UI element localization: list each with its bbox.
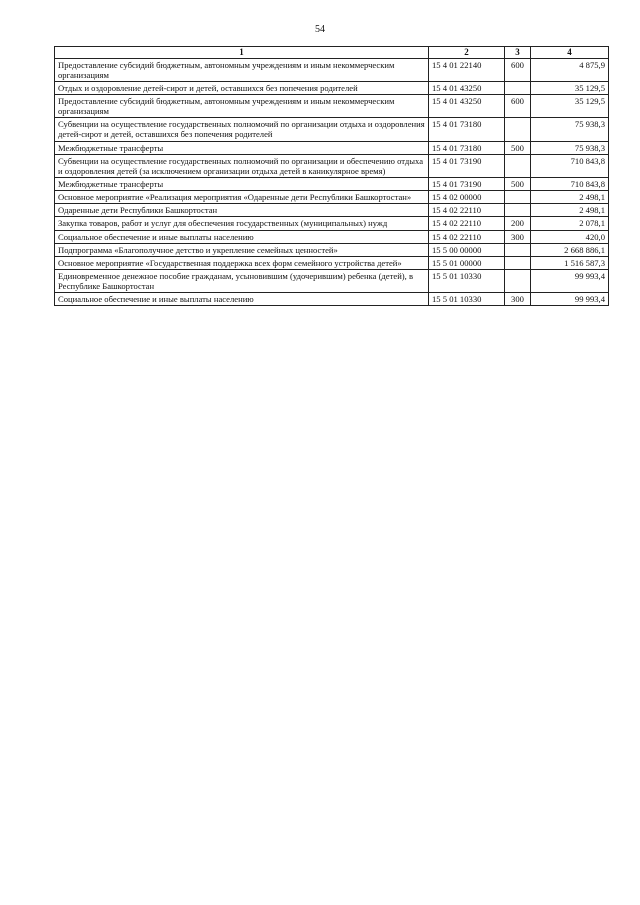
cell-type: 300 [505, 230, 531, 243]
table-row [55, 204, 609, 217]
table-row [55, 191, 609, 204]
cell-type [505, 191, 531, 204]
cell-sum: 420,0 [531, 230, 609, 243]
cell-type [505, 204, 531, 217]
table-row [55, 141, 609, 154]
cell-type [505, 118, 531, 141]
cell-sum: 1 516 587,3 [531, 256, 609, 269]
table-row [55, 217, 609, 230]
cell-sum: 2 498,1 [531, 191, 609, 204]
cell-type: 300 [505, 293, 531, 306]
cell-type [505, 81, 531, 94]
cell-name: Основное мероприятие «Государственная поддержка всех форм семейного устройства детей» [55, 256, 429, 269]
cell-code: 15 5 01 00000 [429, 256, 505, 269]
cell-sum: 4 875,9 [531, 58, 609, 81]
cell-sum: 2 668 886,1 [531, 243, 609, 256]
cell-sum: 2 498,1 [531, 204, 609, 217]
cell-code: 15 4 01 22140 [429, 58, 505, 81]
cell-code: 15 4 02 00000 [429, 191, 505, 204]
cell-sum: 35 129,5 [531, 81, 609, 94]
cell-name: Отдых и оздоровление детей-сирот и детей, оставшихся без попечения родителей [55, 81, 429, 94]
cell-type: 500 [505, 178, 531, 191]
cell-type [505, 243, 531, 256]
cell-name: Единовременное денежное пособие гражданам, усыновившим (удочерившим) ребенка (детей), в Республике Башкортостан [55, 270, 429, 293]
cell-name: Предоставление субсидий бюджетным, автономным учреждениям и иным некоммерческим организациям [55, 58, 429, 81]
cell-type: 500 [505, 141, 531, 154]
cell-type [505, 270, 531, 293]
cell-sum: 99 993,4 [531, 293, 609, 306]
cell-code: 15 5 00 00000 [429, 243, 505, 256]
column-header-type: 3 [505, 47, 531, 59]
table-row [55, 118, 609, 141]
cell-name: Субвенции на осуществление государственных полномочий по организации и обеспечению отдыха и оздоровления детей (за исключением организации отдыха детей в каникулярное время) [55, 154, 429, 177]
table-row [55, 81, 609, 94]
cell-name: Межбюджетные трансферты [55, 141, 429, 154]
cell-name: Социальное обеспечение и иные выплаты населению [55, 230, 429, 243]
cell-sum: 75 938,3 [531, 141, 609, 154]
cell-code: 15 5 01 10330 [429, 270, 505, 293]
table-row [55, 58, 609, 81]
cell-sum: 710 843,8 [531, 178, 609, 191]
cell-sum: 35 129,5 [531, 95, 609, 118]
cell-code: 15 4 01 73180 [429, 141, 505, 154]
budget-table [54, 46, 609, 306]
cell-type [505, 154, 531, 177]
cell-type: 600 [505, 58, 531, 81]
cell-sum: 710 843,8 [531, 154, 609, 177]
cell-sum: 99 993,4 [531, 270, 609, 293]
cell-code: 15 4 01 73190 [429, 178, 505, 191]
cell-name: Одаренные дети Республики Башкортостан [55, 204, 429, 217]
header-row [55, 47, 609, 59]
cell-code: 15 4 02 22110 [429, 217, 505, 230]
table-row [55, 256, 609, 269]
cell-name: Закупка товаров, работ и услуг для обеспечения государственных (муниципальных) нужд [55, 217, 429, 230]
cell-code: 15 4 01 43250 [429, 95, 505, 118]
cell-code: 15 4 01 43250 [429, 81, 505, 94]
cell-sum: 75 938,3 [531, 118, 609, 141]
table-row [55, 270, 609, 293]
cell-name: Основное мероприятие «Реализация мероприятия «Одаренные дети Республики Башкортостан» [55, 191, 429, 204]
table-body [55, 58, 609, 306]
table-row [55, 230, 609, 243]
cell-type: 600 [505, 95, 531, 118]
column-header-sum: 4 [531, 47, 609, 59]
table-row [55, 243, 609, 256]
cell-code: 15 4 01 73180 [429, 118, 505, 141]
cell-name: Субвенции на осуществление государственных полномочий по организации отдыха и оздоровления детей-сирот и детей, оставшихся без попечения родителей [55, 118, 429, 141]
cell-name: Подпрограмма «Благополучное детство и укрепление семейных ценностей» [55, 243, 429, 256]
cell-name: Социальное обеспечение и иные выплаты населению [55, 293, 429, 306]
column-header-code: 2 [429, 47, 505, 59]
cell-code: 15 4 01 73190 [429, 154, 505, 177]
cell-sum: 2 078,1 [531, 217, 609, 230]
cell-name: Предоставление субсидий бюджетным, автономным учреждениям и иным некоммерческим организациям [55, 95, 429, 118]
table-row [55, 154, 609, 177]
table-row [55, 178, 609, 191]
table-row [55, 95, 609, 118]
cell-type [505, 256, 531, 269]
table-row [55, 293, 609, 306]
cell-name: Межбюджетные трансферты [55, 178, 429, 191]
cell-code: 15 5 01 10330 [429, 293, 505, 306]
column-header-name: 1 [55, 47, 429, 59]
cell-code: 15 4 02 22110 [429, 230, 505, 243]
page-number: 54 [315, 24, 325, 35]
cell-type: 200 [505, 217, 531, 230]
cell-code: 15 4 02 22110 [429, 204, 505, 217]
